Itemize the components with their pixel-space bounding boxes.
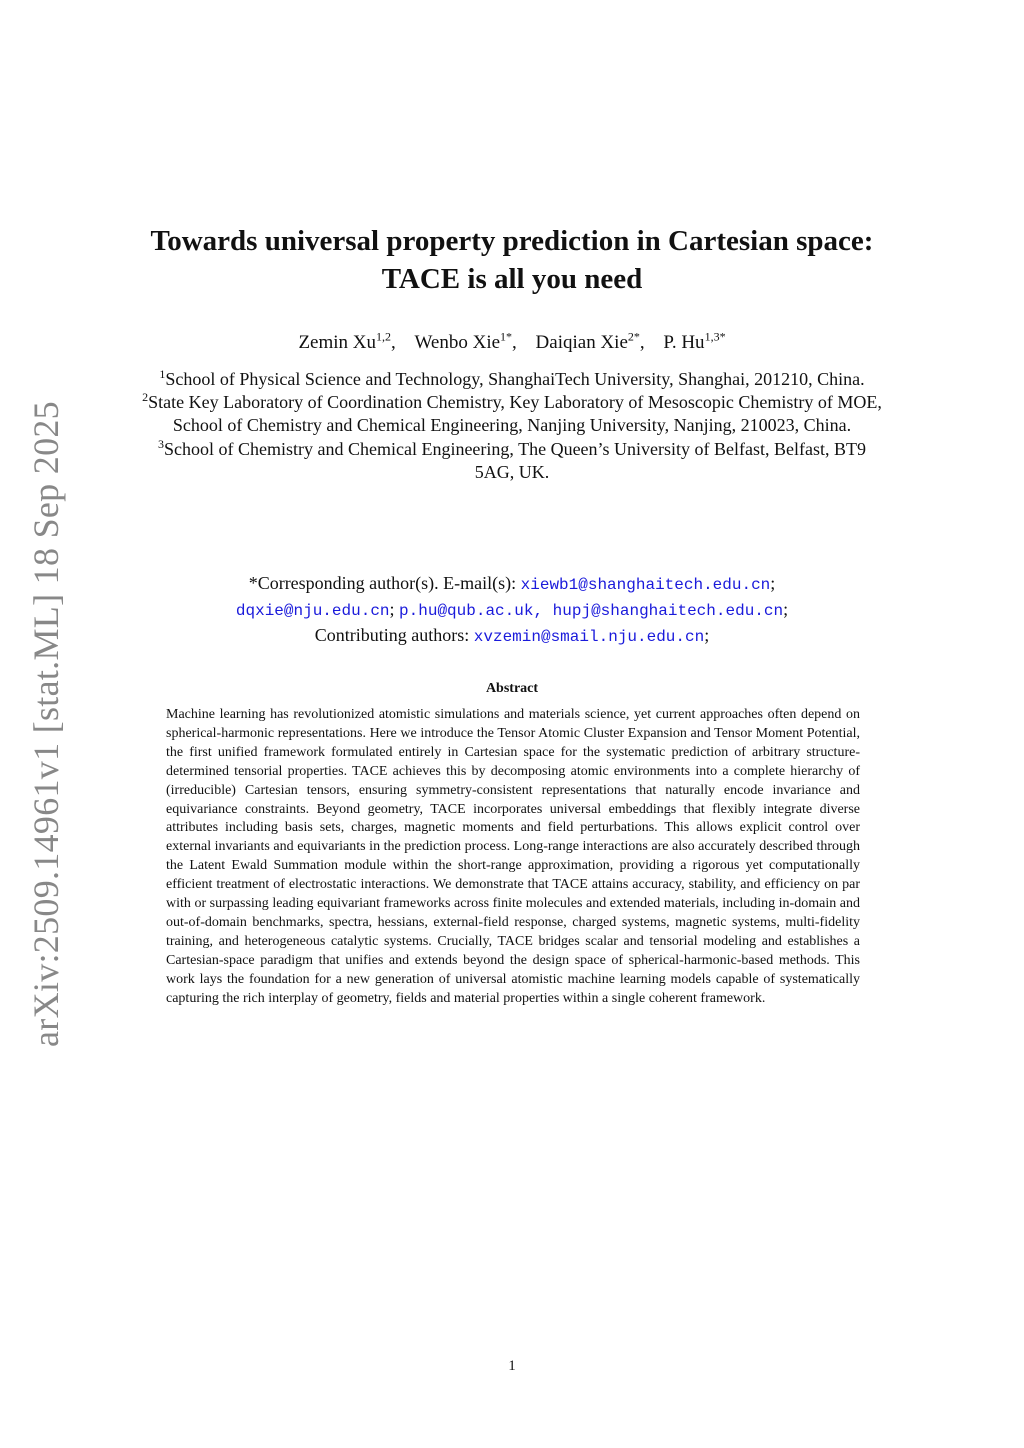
affiliation-mark: 1	[159, 367, 166, 381]
author-4	[663, 329, 726, 353]
author-1: Zemin Xu$^{1,2}$,	[298, 329, 396, 353]
author-marks: 2*	[627, 329, 640, 344]
email-link-1[interactable]: xiewb1@shanghaitech.edu.cn	[520, 576, 771, 594]
correspondence-label: *Corresponding author(s). E-mail(s):	[248, 573, 517, 593]
author-marks: 1*	[500, 329, 513, 344]
author-marks: 1,2	[376, 329, 392, 344]
abstract-heading: Abstract	[485, 681, 539, 696]
arxiv-identifier: arXiv:2509.14961v1 [stat.ML] 18 Sep 2025	[26, 401, 66, 1047]
author-3: Daiqian Xie$^{2*}$,	[535, 329, 645, 353]
correspondence-line-3: Contributing authors: xvzemin@smail.nju.edu.cn;	[314, 625, 710, 646]
correspondence-block	[140, 571, 884, 649]
author-list	[140, 330, 884, 356]
correspondence-line-1: *Corresponding author(s). E-mail(s): xiewb1@shanghaitech.edu.cn;	[248, 573, 776, 594]
page-number: 1	[508, 1358, 516, 1374]
affiliation-1	[140, 368, 884, 391]
affiliation-list	[140, 368, 884, 484]
author-marks: 1,3*	[704, 329, 726, 344]
author-name: Daiqian Xie	[535, 332, 628, 353]
author-name: Wenbo Xie	[414, 332, 501, 353]
affiliation-mark: 2	[142, 390, 149, 405]
abstract-text: Machine learning has revolutionized atomistic simulations and materials science, yet current approaches often depend on spherical-harmonic representations. Here we introduce the Tensor Atomic Cluster Expansion and Tensor Moment Potential, the first unified framework formulated entirely in Cartesian space for the systematic prediction of arbitrary structure-determined tensorial properties. TACE achieves this by decomposing atomic environments into a complete hierarchy of (irreducible) Cartesian tensors, ensuring symmetry-consistent representations that naturally encode invariance and equivariance constraints. Beyond geometry, TACE incorporates universal embeddings that flexibly integrate diverse attributes including basis sets, charges, magnetic moments and field perturbations. This allows explicit control over external invariants and equivariants in the prediction process. Long-range interactions are also accurately described through the Latent Ewald Summation module within the short-range approximation, providing a rigorous yet computationally efficient treatment of electrostatic interactions. We demonstrate that TACE attains accuracy, stability, and efficiency on par with or surpassing leading equivariant frameworks across finite molecules and extended materials, including in-domain and out-of-domain benchmarks, spectra, hessians, external-field response, charged systems, magnetic systems, multi-fidelity training, and heterogeneous catalytic systems. Crucially, TACE bridges scalar and tensorial modeling and establishes a Cartesian-space paradigm that unifies and extends beyond the design space of spherical-harmonic-based methods. This work lays the foundation for a new generation of universal atomistic machine learning models capable of systematically capturing the rich interplay of geometry, fields and material properties within a single coherent framework.	[166, 707, 860, 1006]
affiliation-3	[140, 438, 884, 484]
paper-title: Towards universal property prediction in Cartesian space: TACE is all you need	[150, 225, 874, 295]
author-name: P. Hu	[663, 332, 705, 353]
affiliation-2	[140, 391, 884, 437]
email-link-2[interactable]: dqxie@nju.edu.cn	[235, 602, 390, 620]
affiliation-text: School of Chemistry and Chemical Engineering, The Queen’s University of Belfast, Belfast, BT9 5AG, UK.	[163, 438, 867, 482]
affiliation-text: School of Physical Science and Technology, ShanghaiTech University, Shanghai, 201210, China.	[165, 369, 865, 389]
email-link-4[interactable]: xvzemin@smail.nju.edu.cn	[473, 628, 705, 646]
correspondence-line-2: dqxie@nju.edu.cn; p.hu@qub.ac.uk, hupj@shanghaitech.edu.cn;	[235, 599, 789, 620]
author-2: Wenbo Xie$^{1*}$,	[414, 329, 517, 353]
author-name: Zemin Xu	[298, 332, 377, 353]
contributing-label: Contributing authors:	[314, 625, 470, 645]
email-link-3[interactable]: p.hu@qub.ac.uk, hupj@shanghaitech.edu.cn	[399, 602, 784, 620]
affiliation-text: State Key Laboratory of Coordination Chemistry, Key Laboratory of Mesoscopic Chemistry of MOE, School of Chemistry and Chemical Engineering, Nanjing University, Nanjing, 210023, China.	[148, 392, 882, 436]
affiliation-mark: 3	[157, 436, 164, 451]
